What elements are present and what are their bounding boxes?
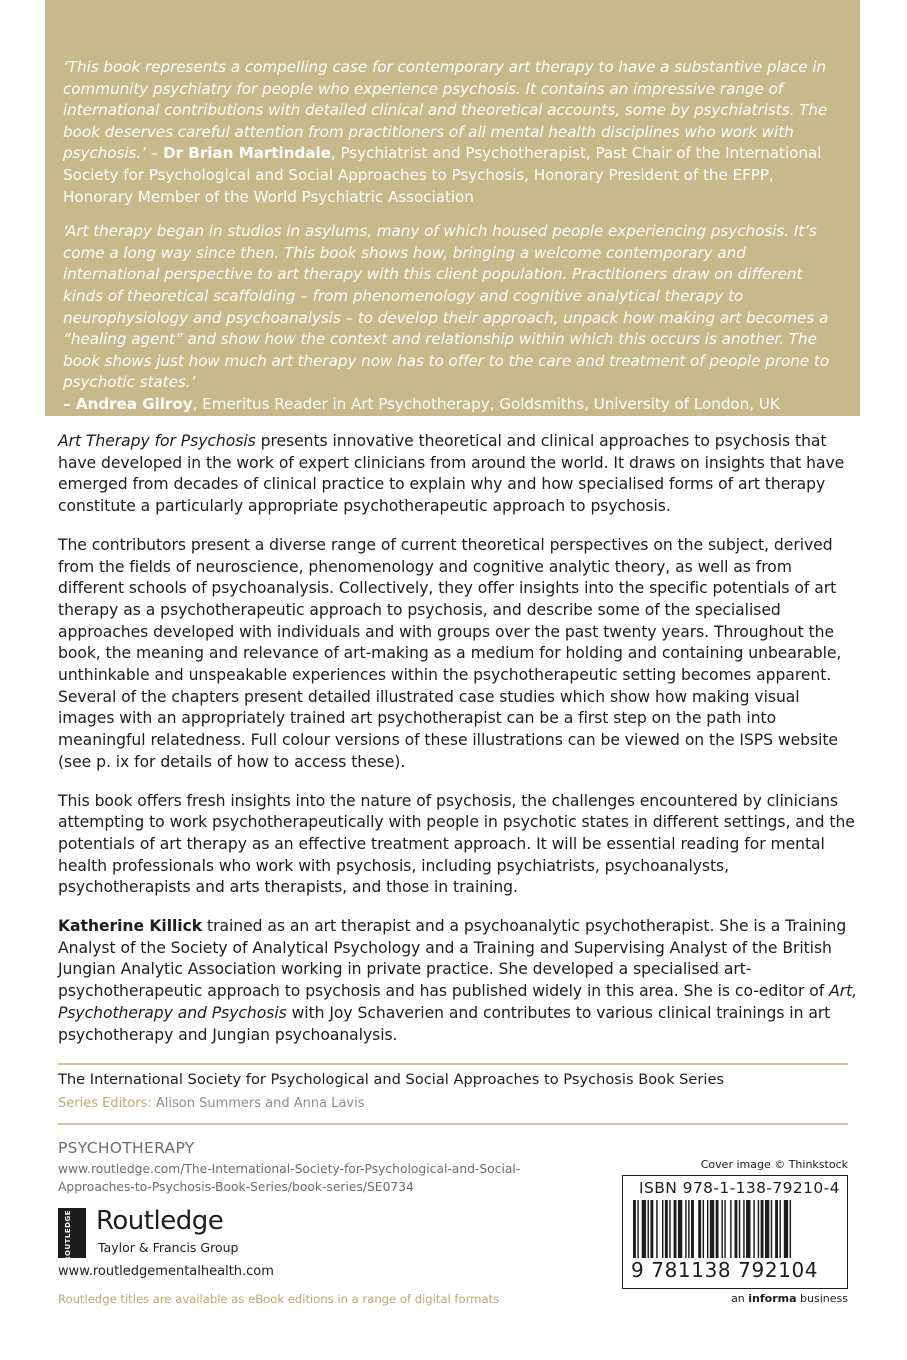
quote-dash: –	[145, 144, 164, 163]
barcode-bar	[685, 1200, 686, 1258]
barcode-bar	[688, 1200, 689, 1258]
barcode-bar	[656, 1200, 657, 1258]
barcode-bar	[716, 1200, 719, 1258]
informa-brand: informa	[748, 1292, 797, 1305]
barcode-bar	[698, 1200, 701, 1258]
barcode-bar	[746, 1200, 750, 1258]
author-bio	[58, 916, 858, 1046]
quote-author: Andrea Gilroy	[75, 394, 193, 413]
endorsements-panel	[45, 0, 860, 416]
quote-dash: –	[63, 394, 76, 413]
logo-mark-text: ROUTLEDGE	[64, 1210, 72, 1262]
barcode-bar	[665, 1200, 668, 1258]
barcode-block	[622, 1175, 848, 1289]
barcode-bar	[637, 1200, 638, 1258]
barcode-bar	[724, 1200, 725, 1258]
barcode-bar	[739, 1200, 740, 1258]
author-name: Katherine Killick	[58, 917, 203, 936]
description-paragraph: The contributors present a diverse range of current theoretical perspectives on the subject, derived from the fields of neuroscience, phenomenology and cognitive analytic theory, as well as from different schools of psychoanalysis. Collectively, they offer insights into the specific potentials of art therapy as a psychotherapeutic approach to psychosis, and describe some of the specialised approaches developed with individuals and with groups over the past twenty years. Throughout the book, the meaning and relevance of art-making as a medium for holding and containing unbearable, unthinkable and unspeakable experiences within the psychotherapeutic setting becomes apparent. Several of the chapters present detailed illustrated case studies which show how making visual images with an appropriately trained art psychotherapist can be a first step on the path into meaningful relatedness. Full colour versions of these illustrations can be viewed on the ISPS website (see p. ix for details of how to access these).	[58, 535, 842, 771]
barcode-bar	[674, 1200, 677, 1258]
barcode-bar	[784, 1200, 788, 1258]
barcode-bar	[753, 1200, 754, 1258]
barcode-bar	[779, 1200, 780, 1258]
quote-author: Dr Brian Martindale	[163, 144, 331, 163]
quote-credentials: , Psychiatrist and Psychotherapist, Past Chair of the International Society for Psychological and Social Approaches to Psychosis, Honorary President of the EFPP, Honorary Member of the World Psychiatric Association	[63, 144, 822, 206]
description-paragraph	[58, 431, 858, 518]
ebook-note: Routledge titles are available as eBook editions in a range of digital formats	[58, 1292, 500, 1306]
cover-credit: Cover image © Thinkstock	[700, 1158, 848, 1171]
barcode-bar	[669, 1200, 670, 1258]
barcode-bar	[710, 1200, 714, 1258]
barcode-bar	[730, 1200, 731, 1258]
series-editors	[58, 1096, 365, 1111]
quote-text: ‘Art therapy began in studios in asylums, many of which housed people experiencing psychosis. It’s come a long way since then. This book shows how, bringing a welcome contemporary and international perspective to art therapy with this client population. Practitioners draw on different kinds of theoretical scaffolding – from phenomenology and cognitive analytical therapy to neurophysiology and psychoanalysis – to develop their approach, unpack how making art becomes a “healing agent” and show how the context and relationship within which this occurs is another. The book shows just how much art therapy now has to offer to the care and treatment of people prone to psychotic states.’	[63, 222, 830, 392]
bio-text: with Joy Schaverien and contributes to various clinical trainings in art psychotherapy and Jungian psychoanalysis.	[58, 1003, 831, 1044]
barcode-bar	[691, 1200, 694, 1258]
informa-business	[700, 1292, 848, 1305]
quote-credentials: , Emeritus Reader in Art Psychotherapy, Goldsmiths, University of London, UK	[192, 394, 780, 413]
divider	[58, 1063, 848, 1065]
barcode-icon	[631, 1200, 841, 1258]
endorsement-quote	[63, 57, 842, 208]
publisher-name: Routledge	[96, 1206, 224, 1236]
series-title: The International Society for Psychological and Social Approaches to Psychosis Book Series	[58, 1071, 725, 1088]
divider	[58, 1123, 848, 1125]
bio-book-title: Art, Psychotherapy and Psychosis	[58, 982, 858, 1022]
barcode-bar	[707, 1200, 708, 1258]
barcode-bar	[775, 1200, 778, 1258]
barcode-bar	[650, 1200, 653, 1258]
book-title: Art Therapy for Psychosis	[58, 432, 256, 450]
barcode-bar	[648, 1200, 649, 1258]
series-editors-names: Alison Summers and Anna Lavis	[151, 1096, 365, 1111]
barcode-bar	[758, 1200, 759, 1258]
barcode-digits: 9 781138 792104	[631, 1258, 819, 1282]
barcode-bar	[761, 1200, 764, 1258]
barcode-bar	[765, 1200, 769, 1258]
barcode-bar	[662, 1200, 663, 1258]
routledge-logo-icon	[58, 1208, 86, 1262]
barcode-bar	[735, 1200, 738, 1258]
barcode-bar	[678, 1200, 682, 1258]
informa-suffix: business	[796, 1292, 848, 1305]
quote-text: ‘This book represents a compelling case for contemporary art therapy to have a substantive place in community psychiatry for people who experience psychosis. It contains an impressive range of international contributions with detailed clinical and theoretical accounts, some by psychiatrists. The book deserves careful attention from practitioners of all mental health disciplines who work with psychosis.’	[63, 58, 828, 163]
barcode-bar	[703, 1200, 704, 1258]
book-description	[58, 431, 858, 1063]
publisher-group: Taylor & Francis Group	[98, 1240, 239, 1255]
description-paragraph: This book offers fresh insights into the nature of psychosis, the challenges encountered by clinicians attempting to work psychotherapeutically with people in psychotic states in different settings, and the potentials of art therapy as an effective treatment approach. It will be essential reading for mental health professionals who work with psychosis, including psychiatrists, psychoanalysts, psychotherapists and arts therapists, and those in training.	[58, 791, 855, 897]
description-text: presents innovative theoretical and clinical approaches to psychosis that have developed in the work of expert clinicians from around the world. It draws on insights that have emerged from decades of clinical practice to explain why and how specialised forms of art therapy constitute a particularly appropriate psychotherapeutic approach to psychosis.	[58, 432, 845, 516]
bio-text: trained as an art therapist and a psychoanalytic psychotherapist. She is a Training Analyst of the Society of Analytical Psychology and a Training and Supervising Analyst of the British Jungian Analytic Association working in private practice. She developed a specialised art-psychotherapeutic approach to psychosis and has published widely in this area. She is co-editor of	[58, 917, 847, 1001]
series-editors-label: Series Editors:	[58, 1096, 152, 1111]
publisher-url: www.routledgementalhealth.com	[58, 1264, 274, 1279]
barcode-bar	[721, 1200, 722, 1258]
barcode-bar	[771, 1200, 772, 1258]
endorsement-quote	[63, 221, 842, 415]
barcode-bar	[743, 1200, 744, 1258]
series-url: www.routledge.com/The-International-Society-for-Psychological-and-Social-Approaches-to-Psychosis-Book-Series/book-series/SE0734	[58, 1162, 521, 1194]
barcode-bar	[790, 1200, 791, 1258]
barcode-bar	[642, 1200, 646, 1258]
barcode-bar	[633, 1200, 636, 1258]
informa-prefix: an	[731, 1292, 749, 1305]
isbn: ISBN 978-1-138-79210-4	[639, 1179, 840, 1197]
subject-category: PSYCHOTHERAPY	[58, 1139, 195, 1157]
